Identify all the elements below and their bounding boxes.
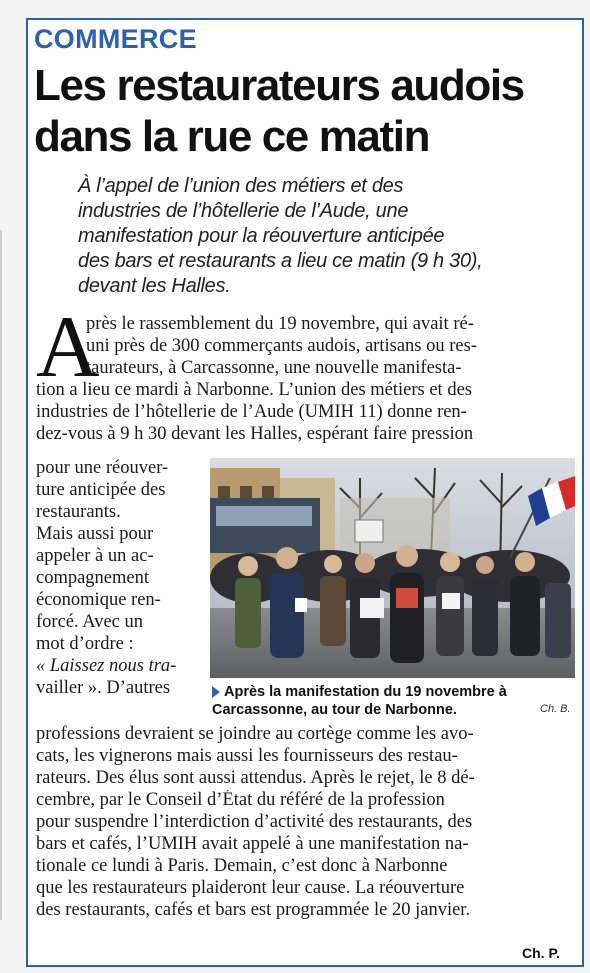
body-line: compagnement	[36, 568, 150, 588]
body-line: ture anticipée des	[36, 480, 166, 500]
article-lead	[78, 174, 573, 299]
body-line: restaurants.	[36, 502, 121, 522]
body-line: appeler à un ac-	[36, 546, 154, 566]
article-headline	[34, 60, 574, 162]
body-line: cats, les vignerons mais aussi les fournisseurs des restau-	[36, 746, 458, 766]
body-line: taurateurs, à Carcassonne, une nouvelle manifesta-	[86, 358, 462, 378]
body-line: industries de l’hôtellerie de l’Aude (UMIH 11) donne ren-	[36, 402, 467, 422]
body-line: pour suspendre l’interdiction d’activité des restaurants, des	[36, 812, 473, 832]
body-line: tion a lieu ce mardi à Narbonne. L’union des métiers et des	[36, 380, 472, 400]
body-line: professions devraient se joindre au cortège comme les avo-	[36, 724, 474, 744]
body-line: pour une réouver-	[36, 458, 169, 478]
body-line: tionale ce lundi à Paris. Demain, c’est donc à Narbonne	[36, 856, 448, 876]
photo-credit: Ch. B.	[540, 703, 571, 715]
body-line: uni près de 300 commerçants audois, artisans ou res-	[86, 336, 477, 356]
caption-line: Carcassonne, au tour de Narbonne.	[212, 702, 457, 718]
author-signature: Ch. P.	[522, 945, 560, 961]
lead-line: À l’appel de l’union des métiers et des	[78, 175, 404, 197]
caption-line: Après la manifestation du 19 novembre à	[224, 684, 507, 700]
lead-line: devant les Halles.	[78, 275, 231, 297]
lead-line: industries de l’hôtellerie de l’Aude, une	[78, 200, 409, 222]
body-line: mot d’ordre :	[36, 634, 134, 654]
demonstration-photo-illustration	[210, 458, 575, 678]
demonstration-photo	[210, 458, 575, 678]
body-line: forcé. Avec un	[36, 612, 144, 632]
body-line: Mais aussi pour	[36, 524, 154, 544]
drop-cap: A	[36, 299, 100, 396]
body-line: bars et cafés, l’UMIH avait appelé à une manifestation na-	[36, 834, 469, 854]
body-line: « Laissez nous tra-	[36, 656, 177, 676]
lead-line: des bars et restaurants a lieu ce matin (9 h 30),	[78, 250, 483, 272]
page-gutter-rule	[0, 230, 2, 920]
headline-line-2: dans la rue ce matin	[34, 112, 430, 161]
photo-caption	[212, 683, 576, 719]
body-line: près le rassemblement du 19 novembre, qui avait ré-	[86, 314, 474, 334]
body-line: des restaurants, cafés et bars est programmée le 20 janvier.	[36, 900, 471, 920]
body-line: vailler ». D’autres	[36, 678, 171, 698]
lead-line: manifestation pour la réouverture anticipée	[78, 225, 445, 247]
section-rubric: COMMERCE	[34, 24, 197, 54]
body-line: que les restaurateurs plaideront leur cause. La réouverture	[36, 878, 465, 898]
body-line: rateurs. Des élus sont aussi attendus. Après le rejet, le 8 dé-	[36, 768, 475, 788]
body-line: dez-vous à 9 h 30 devant les Halles, espérant faire pression	[36, 424, 474, 444]
headline-line-1: Les restaurateurs audois	[34, 61, 524, 110]
body-line: cembre, par le Conseil d’État du référé de la profession	[36, 790, 445, 810]
body-line: économique ren-	[36, 590, 161, 610]
